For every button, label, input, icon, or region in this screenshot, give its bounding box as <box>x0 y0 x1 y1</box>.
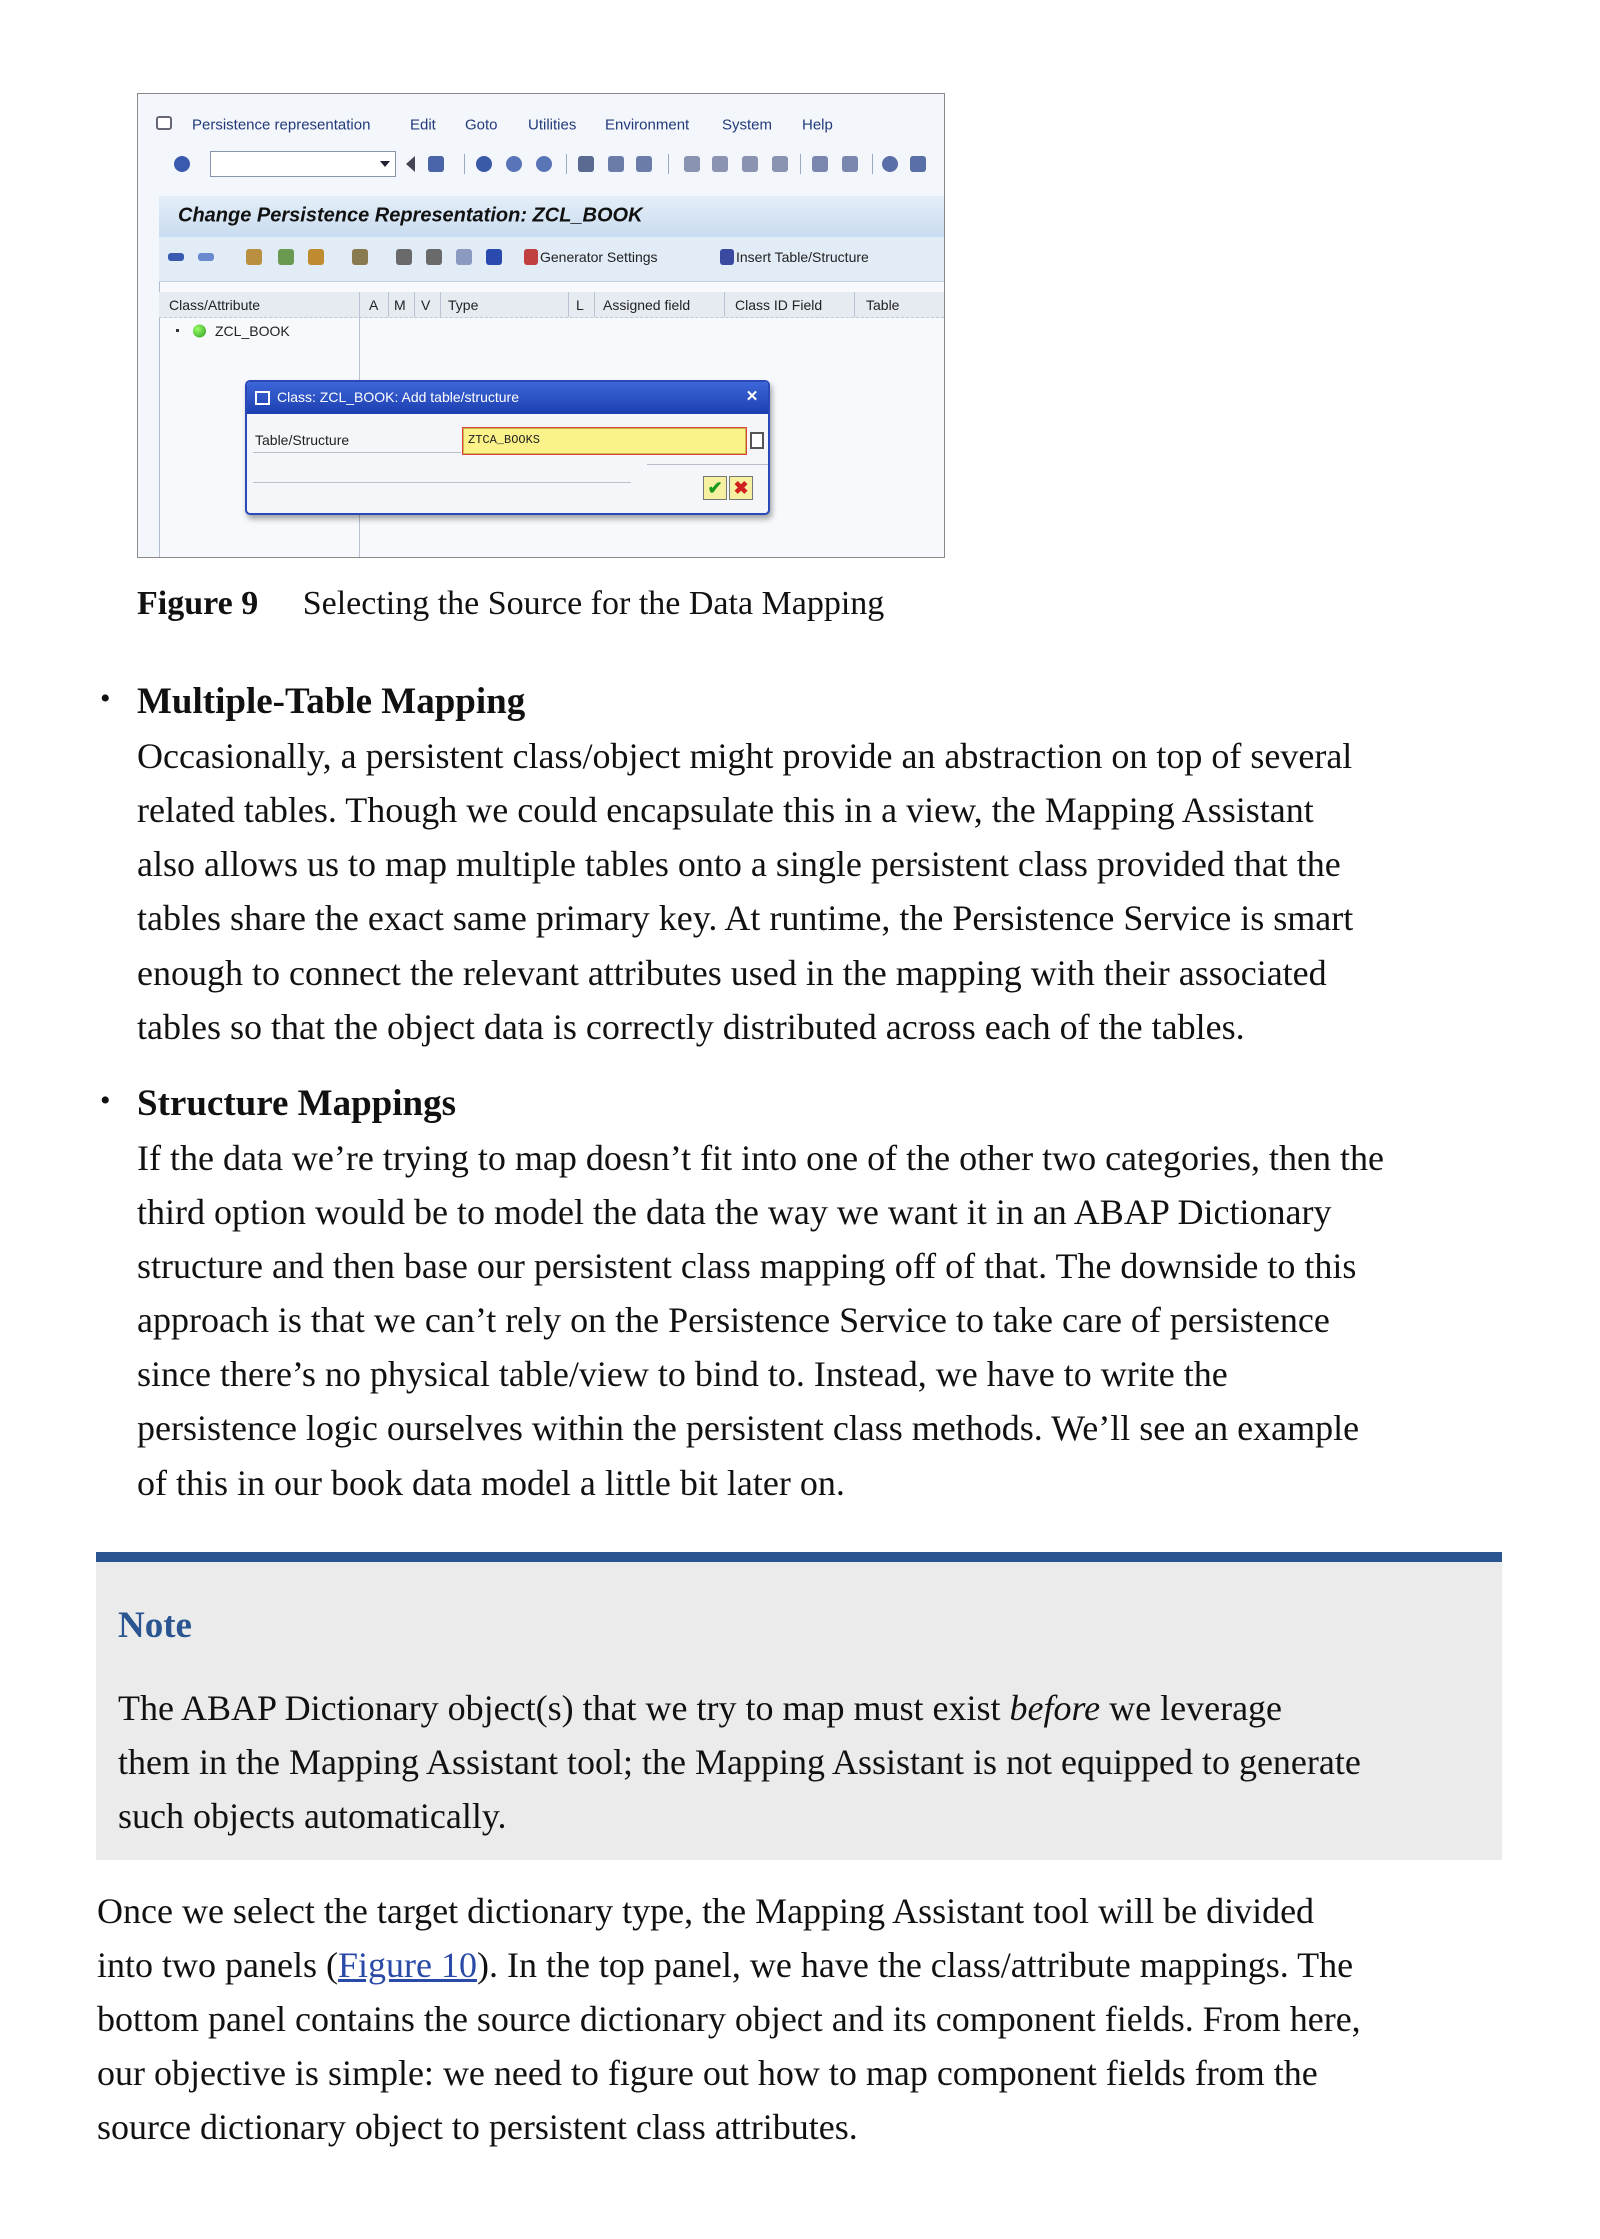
cancel-button[interactable]: ✖ <box>729 476 753 500</box>
object-list-icon[interactable] <box>308 249 324 265</box>
save-icon[interactable] <box>428 156 444 172</box>
layout-menu-icon[interactable] <box>910 156 926 172</box>
paragraph-line: tables share the exact same primary key. At runtime, the Persistence Service is smart <box>137 898 1354 938</box>
note-emphasis: before <box>1009 1688 1101 1728</box>
paragraph-line: related tables. Though we could encapsulate this in a view, the Mapping Assistant <box>137 790 1314 830</box>
generator-settings-button[interactable]: Generator Settings <box>540 249 658 265</box>
generator-settings-icon <box>524 249 538 265</box>
new-session-icon[interactable] <box>812 156 828 172</box>
caption-text: Selecting the Source for the Data Mapping <box>302 585 885 622</box>
figure-screenshot <box>137 93 945 558</box>
menu-utilities[interactable]: Utilities <box>528 116 577 134</box>
shortcut-icon[interactable] <box>842 156 858 172</box>
paragraph-line: bottom panel contains the source dictionary object and its component fields. From here, <box>97 1999 1361 2039</box>
paragraph-line: third option would be to model the data the way we want it in an ABAP Dictionary <box>137 1192 1332 1232</box>
menu-help[interactable]: Help <box>802 116 833 134</box>
caption-label: Figure 9 <box>137 585 259 622</box>
display-icon[interactable] <box>456 249 472 265</box>
arrow-left-icon[interactable] <box>168 253 184 261</box>
table-structure-input[interactable] <box>463 428 746 454</box>
column-type[interactable]: Type <box>448 297 479 313</box>
paragraph-line: enough to connect the relevant attributes used in the mapping with their associated <box>137 953 1327 993</box>
figure-caption <box>137 585 884 623</box>
paragraph-line <box>97 1938 1353 1992</box>
paragraph-line: since there’s no physical table/view to bind to. Instead, we have to write the <box>137 1354 1228 1394</box>
column-class-id-field[interactable]: Class ID Field <box>735 297 823 313</box>
print-icon[interactable] <box>578 156 594 172</box>
column-header-row <box>159 292 944 318</box>
find-next-icon[interactable] <box>636 156 652 172</box>
paragraph-line: approach is that we can’t rely on the Persistence Service to take care of persistence <box>137 1300 1330 1340</box>
last-page-icon[interactable] <box>772 156 788 172</box>
paragraph-line: Occasionally, a persistent class/object might provide an abstraction on top of several <box>137 736 1353 776</box>
status-green-icon <box>193 325 206 338</box>
chevron-down-icon[interactable] <box>380 161 390 167</box>
window-menu-icon[interactable] <box>156 116 172 130</box>
paragraph-text: into two panels ( <box>97 1945 338 1985</box>
paragraph-line: structure and then base our persistent class mapping off of that. The downside to this <box>137 1246 1357 1286</box>
note-text: we leverage <box>1100 1688 1283 1728</box>
note-line <box>118 1681 1282 1735</box>
dialog-separator <box>253 482 631 483</box>
where-used-icon[interactable] <box>352 249 368 265</box>
next-page-icon[interactable] <box>742 156 758 172</box>
back-triangle-icon[interactable] <box>406 156 415 172</box>
label-underline <box>253 452 461 453</box>
paragraph-line: also allows us to map multiple tables onto a single persistent class provided that the <box>137 844 1341 884</box>
command-field[interactable] <box>210 151 396 177</box>
enter-check-icon[interactable] <box>174 156 190 172</box>
menu-environment[interactable]: Environment <box>605 116 690 134</box>
menu-system[interactable]: System <box>722 116 773 134</box>
insert-table-structure-button[interactable]: Insert Table/Structure <box>736 249 869 265</box>
table-structure-label: Table/Structure <box>255 432 350 448</box>
insert-table-icon <box>720 249 734 265</box>
paragraph-line: persistence logic ourselves within the persistent class methods. We’ll see an example <box>137 1408 1360 1448</box>
column-v[interactable]: V <box>421 297 431 313</box>
tree-item-zcl-book[interactable]: ZCL_BOOK <box>215 323 290 339</box>
back-icon[interactable] <box>476 156 492 172</box>
edit-wand-icon[interactable] <box>246 249 262 265</box>
dialog-separator-upper <box>647 464 768 465</box>
search-help-icon[interactable] <box>750 432 764 449</box>
confirm-button[interactable]: ✔ <box>703 476 727 500</box>
paragraph-line: source dictionary object to persistent class attributes. <box>97 2107 858 2147</box>
screen-title: Change Persistence Representation: ZCL_BOOK <box>178 204 643 227</box>
note-line: such objects automatically. <box>118 1796 507 1836</box>
bullet-dot: • <box>100 682 111 715</box>
menu-edit[interactable]: Edit <box>410 116 436 134</box>
info-icon[interactable] <box>486 249 502 265</box>
paragraph-line: of this in our book data model a little bit later on. <box>137 1463 845 1503</box>
arrow-right-icon[interactable] <box>198 253 214 261</box>
paragraph-line: If the data we’re trying to map doesn’t fit into one of the other two categories, then the <box>137 1138 1384 1178</box>
cancel-icon[interactable] <box>536 156 552 172</box>
column-a[interactable]: A <box>369 297 379 313</box>
bullet-heading: Structure Mappings <box>137 1083 456 1124</box>
paragraph-text: ). In the top panel, we have the class/attribute mappings. The <box>476 1945 1354 1985</box>
paragraph-line: tables so that the object data is correctly distributed across each of the tables. <box>137 1007 1245 1047</box>
paragraph-line: our objective is simple: we need to figure out how to map component fields from the <box>97 2053 1318 2093</box>
activate-icon[interactable] <box>278 249 294 265</box>
dialog-window-icon <box>255 391 270 405</box>
column-m[interactable]: M <box>394 297 406 313</box>
menu-goto[interactable]: Goto <box>465 116 498 134</box>
column-class-attribute[interactable]: Class/Attribute <box>169 297 261 313</box>
help-icon[interactable] <box>882 156 898 172</box>
exit-icon[interactable] <box>506 156 522 172</box>
note-box <box>96 1552 1502 1860</box>
table-structure-input-value: ZTCA_BOOKS <box>468 433 541 447</box>
find-icon[interactable] <box>608 156 624 172</box>
bullet-dot: • <box>100 1084 111 1117</box>
column-assigned-field[interactable]: Assigned field <box>603 297 691 313</box>
add-table-dialog <box>245 380 770 515</box>
bullet-heading: Multiple-Table Mapping <box>137 681 526 722</box>
menu-persistence-representation[interactable]: Persistence representation <box>192 116 371 134</box>
dialog-title: Class: ZCL_BOOK: Add table/structure <box>277 389 519 405</box>
column-table[interactable]: Table <box>866 297 900 313</box>
column-l[interactable]: L <box>576 297 584 313</box>
hierarchy-icon[interactable] <box>396 249 412 265</box>
note-text: The ABAP Dictionary object(s) that we try to map must exist <box>118 1688 1010 1728</box>
note-title: Note <box>118 1605 192 1646</box>
note-line: them in the Mapping Assistant tool; the Mapping Assistant is not equipped to generate <box>118 1742 1361 1782</box>
figure-10-link[interactable]: Figure 10 <box>337 1945 477 1985</box>
first-page-icon[interactable] <box>684 156 700 172</box>
dialog-close-button[interactable]: ✕ <box>745 388 759 405</box>
person-icon[interactable] <box>426 249 442 265</box>
previous-page-icon[interactable] <box>712 156 728 172</box>
paragraph-line: Once we select the target dictionary type, the Mapping Assistant tool will be divided <box>97 1891 1315 1931</box>
tree-bullet <box>176 329 179 332</box>
